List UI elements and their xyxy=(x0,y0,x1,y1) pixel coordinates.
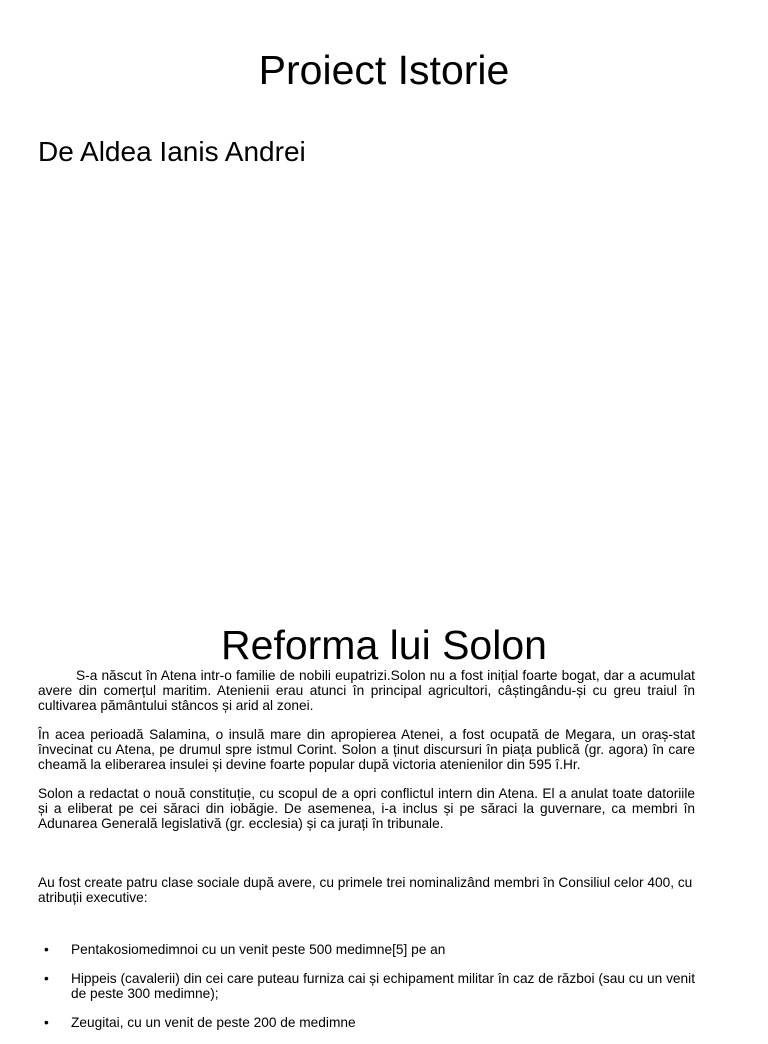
document-title: Proiect Istorie xyxy=(258,47,510,93)
paragraph: În acea perioadă Salamina, o insulă mare din apropierea Atenei, a fost ocupată de Megara, un oraș-stat învecinat cu Atena, pe drumul spre istmul Corint. Solon a ținut discursuri în piața publică (gr. agora) în care cheamă la eliberarea insulei și devine foarte popular după victoria atenienilor din 595 î.Hr. xyxy=(38,727,695,772)
list-item-text: Zeugitai, cu un venit de peste 200 de medimne xyxy=(71,1015,356,1030)
list-item xyxy=(38,942,695,957)
body-text xyxy=(38,668,695,1044)
paragraph: Solon a redactat o nouă constituție, cu scopul de a opri conflictul intern din Atena. El a anulat toate datoriile și a eliberat pe cei săraci din iobăgie. De asemenea, i-a inclus și pe săraci la guvernare, ca membri în Adunarea Generală legislativă (gr. ecclesia) și ca jurați în tribunale. xyxy=(38,786,695,831)
section-title: Reforma lui Solon xyxy=(221,622,547,668)
list-item-text: Pentakosiomedimnoi cu un venit peste 500 medimne[5] pe an xyxy=(71,942,446,957)
bullet-icon: • xyxy=(44,971,49,986)
bullet-list xyxy=(38,942,695,1030)
bullet-icon: • xyxy=(44,1015,49,1030)
bullet-icon: • xyxy=(44,942,49,957)
paragraph: Au fost create patru clase sociale după avere, cu primele trei nominalizând membri în Consiliul celor 400, cu atribuții executive: xyxy=(38,875,693,905)
list-item xyxy=(38,1015,695,1030)
list-item-text: Hippeis (cavalerii) din cei care puteau furniza cai și echipament militar în caz de război (sau cu un venit de peste 300 medimne); xyxy=(71,971,695,1001)
list-item xyxy=(38,971,695,1001)
paragraph: S-a născut în Atena intr-o familie de nobili eupatrizi.Solon nu a fost inițial foarte bogat, dar a acumulat avere din comerțul maritim. Atenienii erau atunci în principal agricultori, câștingându-și cu greu traiul în cultivarea pământului stâncos și arid al zonei. xyxy=(38,668,695,713)
author-line: De Aldea Ianis Andrei xyxy=(38,136,306,167)
